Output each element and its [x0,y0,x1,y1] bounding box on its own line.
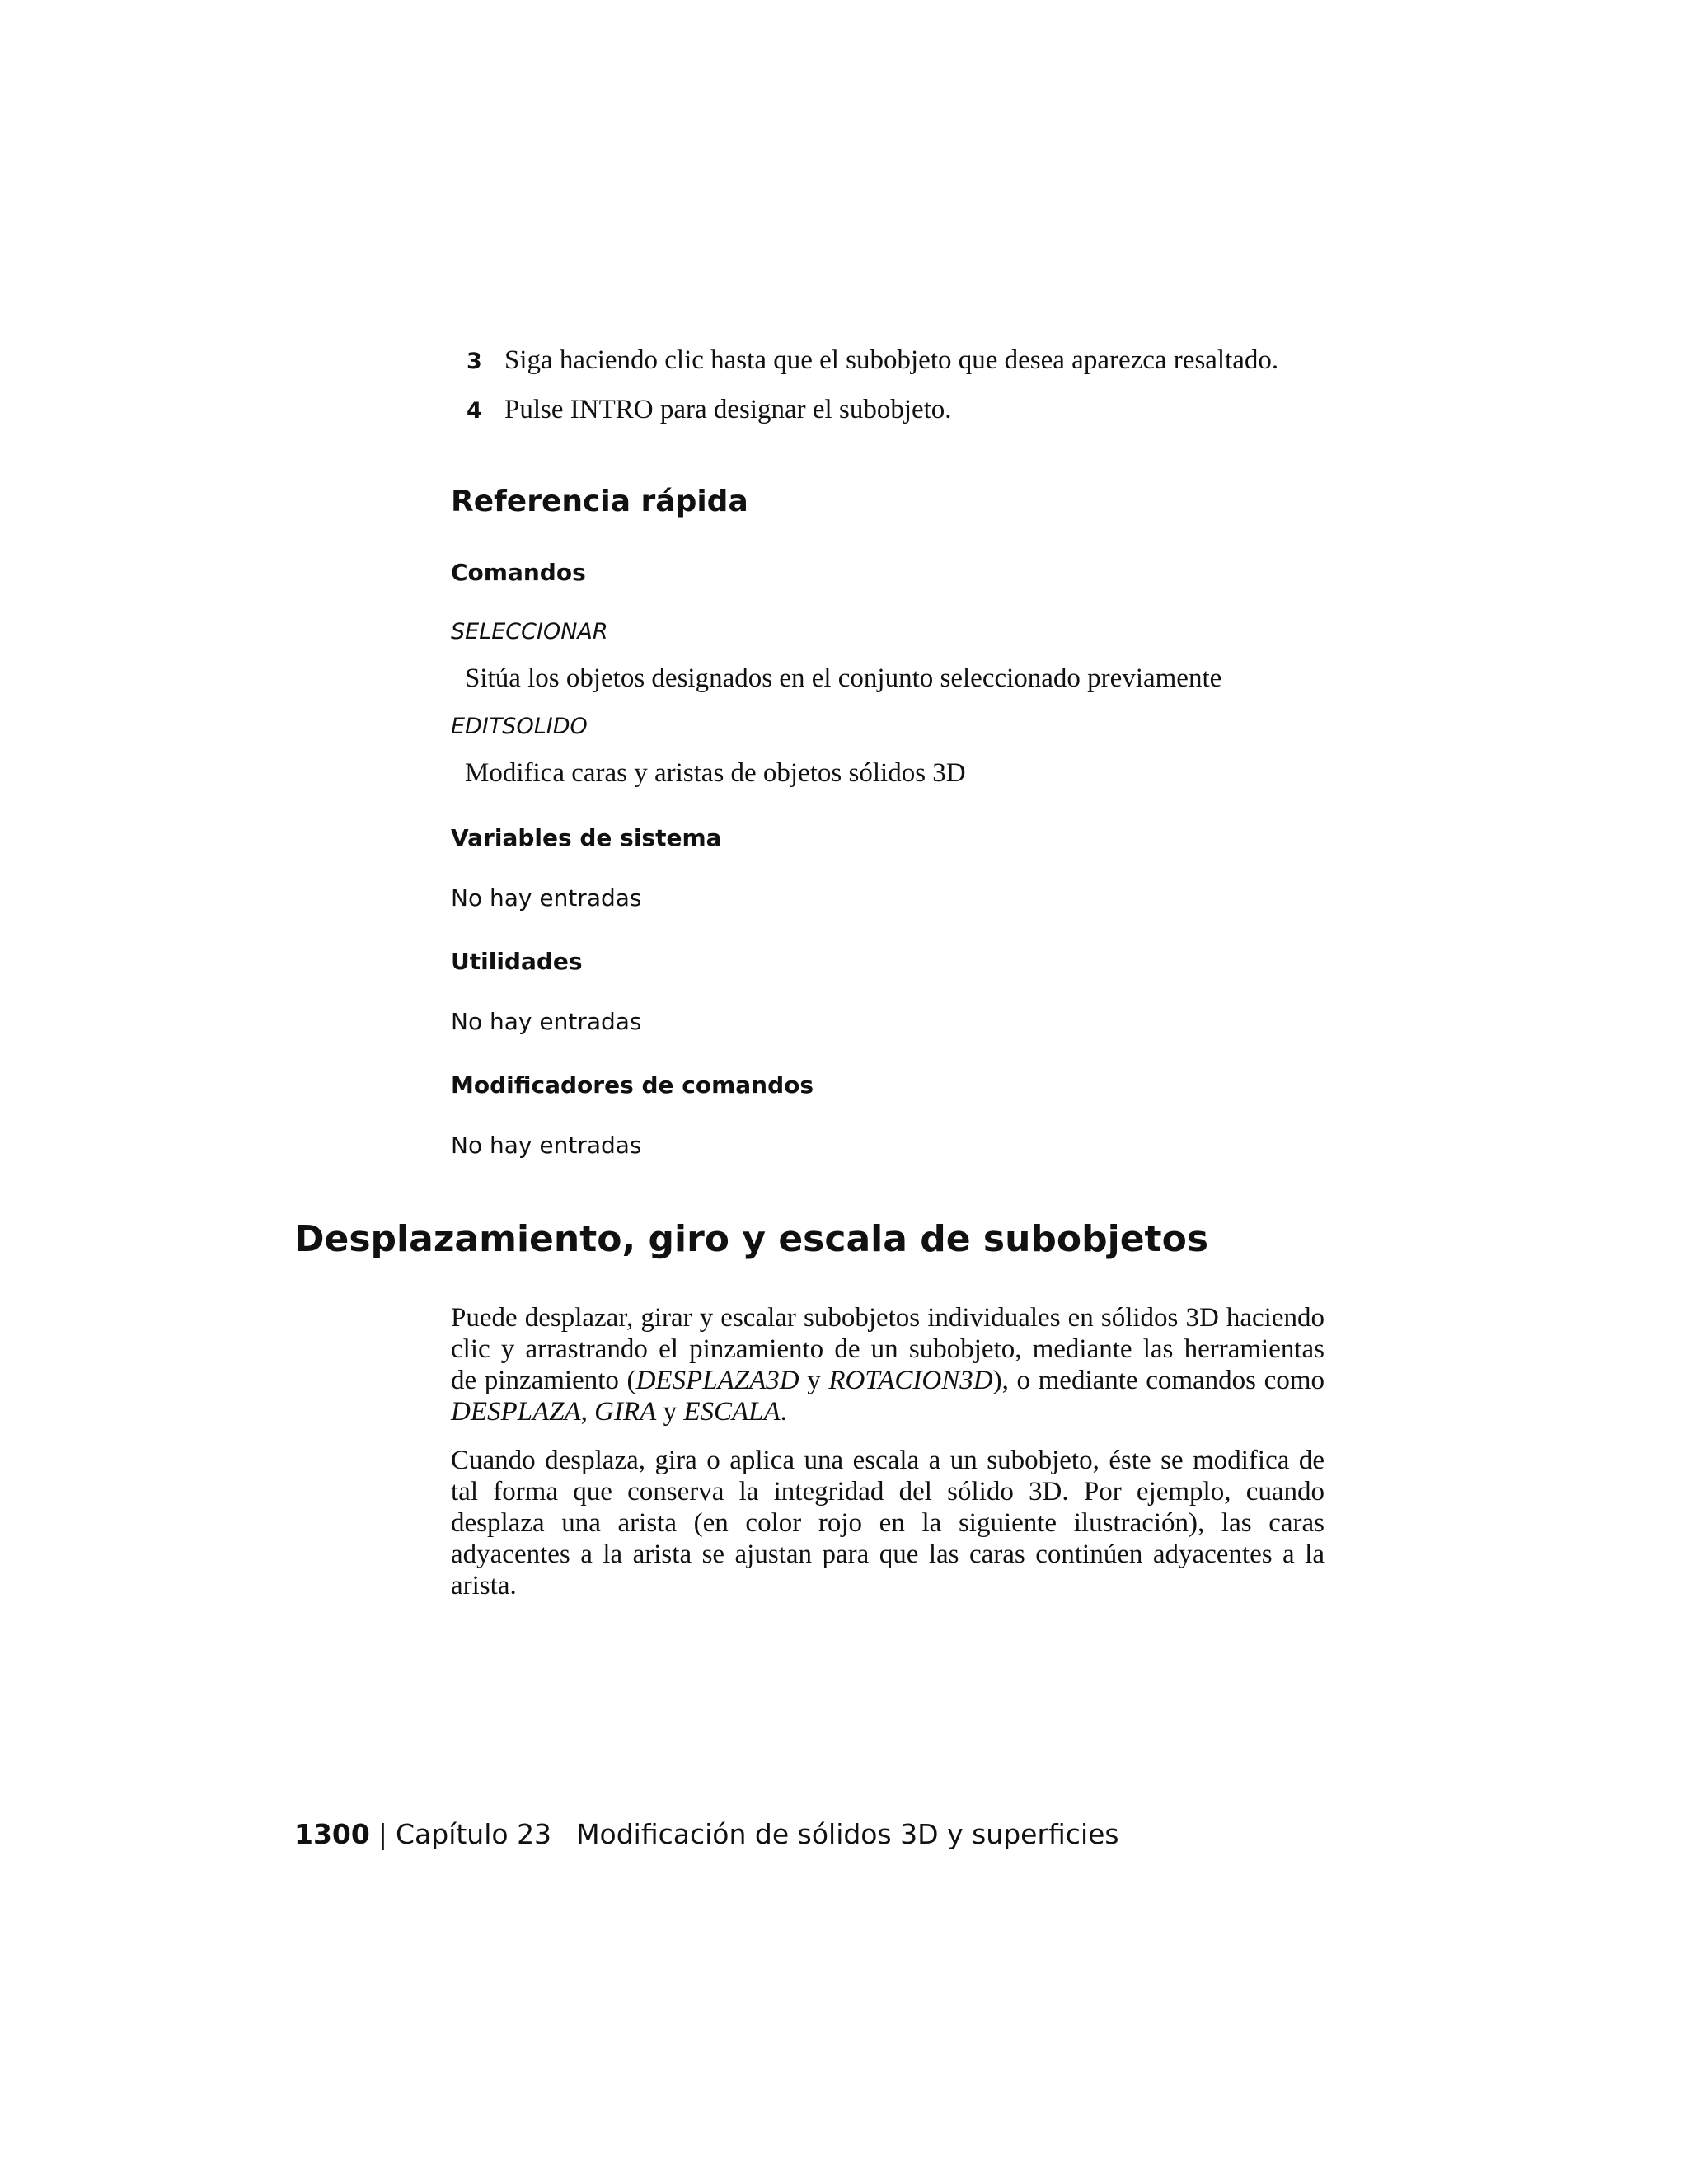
command-name-seleccionar: SELECCIONAR [451,619,608,644]
utilities-heading: Utilidades [451,948,583,975]
command-reference: DESPLAZA [451,1397,581,1427]
utilities-text: No hay entradas [451,1008,642,1035]
text-run: y [656,1397,684,1427]
step-text: Siga haciendo clic hasta que el subobjeto que desea aparezca resaltado. [504,345,1279,375]
text-run: . [780,1397,787,1427]
chapter-title: Modificación de sólidos 3D y superficies [576,1818,1119,1850]
commands-heading: Comandos [451,559,586,586]
page-footer [294,1818,1119,1850]
paragraph-line: desplaza una arista (en color rojo en la siguiente ilustración), las caras [451,1508,1325,1538]
command-modifiers-text: No hay entradas [451,1132,642,1159]
paragraph-line: adyacentes a la arista se ajustan para que las caras continúen adyacentes a la [451,1540,1325,1569]
section-title: Desplazamiento, giro y escala de subobjetos [294,1218,1209,1260]
paragraph-line [451,1365,1325,1396]
command-reference: DESPLAZA3D [635,1366,799,1395]
paragraph-line: tal forma que conserva la integridad del sólido 3D. Por ejemplo, cuando [451,1477,1325,1507]
step-text: Pulse INTRO para designar el subobjeto. [504,395,952,424]
command-name-editsolido: EDITSOLIDO [451,714,588,739]
step-number: 4 [467,398,482,424]
paragraph-line: Cuando desplaza, gira o aplica una escala a un subobjeto, éste se modifica de [451,1446,1325,1475]
chapter-label: Capítulo 23 [395,1818,552,1850]
text-run: y [799,1366,829,1395]
step-item [467,393,952,428]
paragraph-line: arista. [451,1571,517,1601]
system-variables-text: No hay entradas [451,884,642,912]
command-description: Sitúa los objetos designados en el conjunto seleccionado previamente [465,663,1222,693]
command-reference: ROTACION3D [828,1366,993,1395]
step-number: 3 [467,349,482,374]
text-run: ), o mediante comandos como [992,1366,1325,1395]
page-number: 1300 [294,1818,370,1850]
text-run: de pinzamiento ( [451,1366,636,1395]
paragraph [451,1302,1325,1427]
paragraph [451,1445,1325,1601]
footer-separator: | [377,1818,387,1850]
step-item [467,344,1278,378]
text-run: , [580,1397,595,1427]
command-description: Modifica caras y aristas de objetos sólidos 3D [465,758,966,788]
quick-reference-heading: Referencia rápida [451,485,748,518]
system-variables-heading: Variables de sistema [451,824,722,851]
paragraph-line: Puede desplazar, girar y escalar subobjetos individuales en sólidos 3D haciendo [451,1303,1325,1333]
command-modifiers-heading: Modificadores de comandos [451,1071,814,1099]
paragraph-line [451,1396,1325,1427]
command-reference: GIRA [594,1397,657,1427]
paragraph-line: clic y arrastrando el pinzamiento de un subobjeto, mediante las herramientas [451,1334,1325,1364]
command-reference: ESCALA [683,1397,781,1427]
